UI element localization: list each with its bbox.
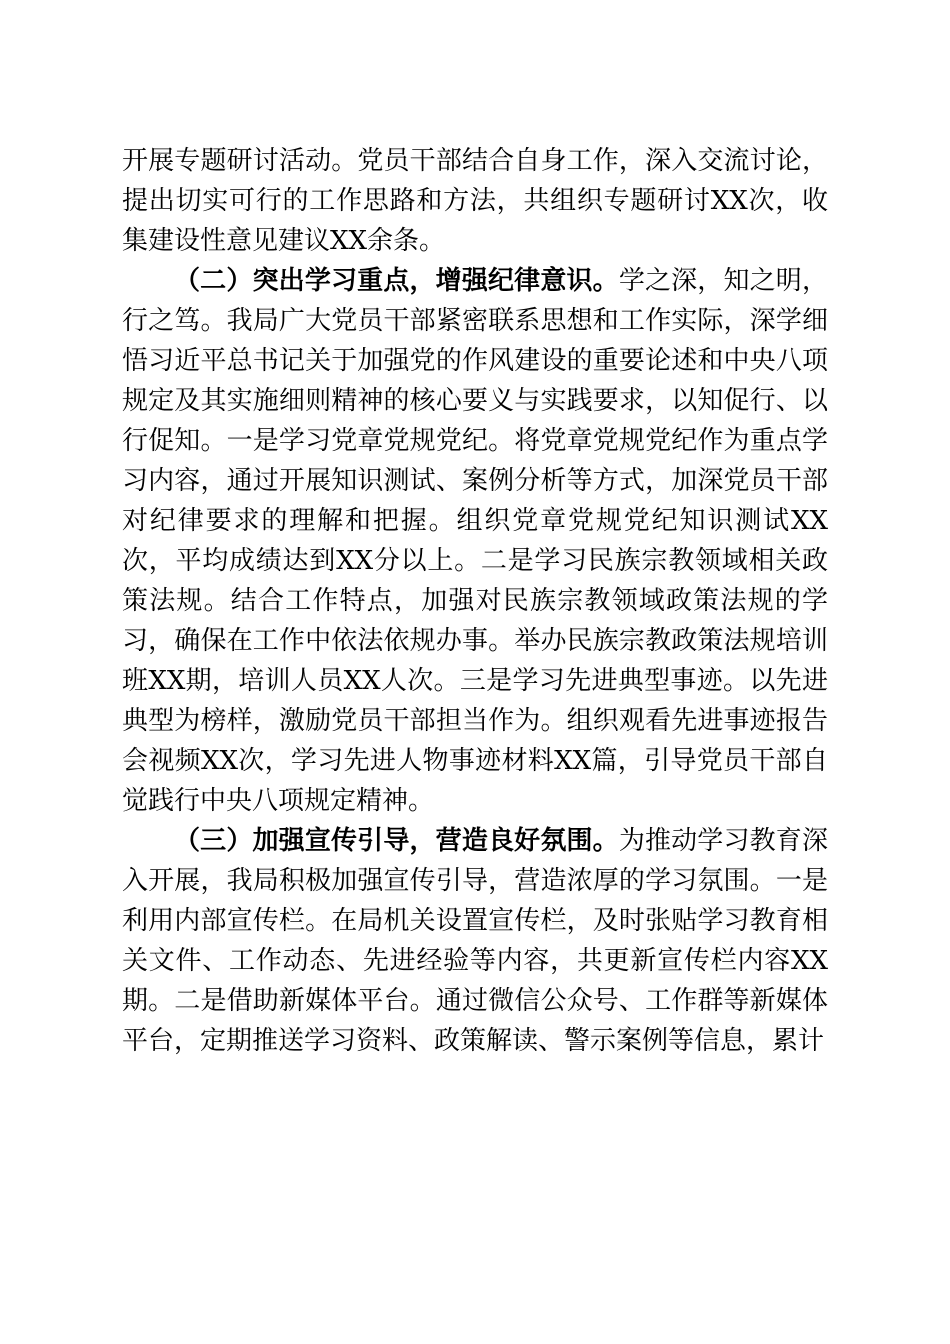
paragraph-text: 开展专题研讨活动。党员干部结合自身工作，深入交流讨论，提出切实可行的工作思路和方法，共组织专题研讨XX次，收集建设性意见建议XX余条。 [122,146,828,256]
paragraph-text: 学之深，知之明，行之笃。我局广大党员干部紧密联系思想和工作实际，深学细悟习近平总书记关于加强党的作风建设的重要论述和中央八项规定及其实施细则精神的核心要义与实践要求，以知促行、以行促知。一是学习党章党规党纪。将党章党规党纪作为重点学习内容，通过开展知识测试、案例分析等方式，加深党员干部对纪律要求的理解和把握。组织党章党规党纪知识测试XX次，平均成绩达到XX分以上。二是学习民族宗教领域相关政策法规。结合工作特点，加强对民族宗教领域政策法规的学习，确保在工作中依法依规办事。举办民族宗教政策法规培训班XX期，培训人员XX人次。三是学习先进典型事迹。以先进典型为榜样，激励党员干部担当作为。组织观看先进事迹报告会视频XX次，学习先进人物事迹材料XX篇，引导党员干部自觉践行中央八项规定精神。 [122,266,828,816]
paragraph-text: 为推动学习教育深入开展，我局积极加强宣传引导，营造浓厚的学习氛围。一是利用内部宣传栏。在局机关设置宣传栏，及时张贴学习教育相关文件、工作动态、先进经验等内容，共更新宣传栏内容XX期。二是借助新媒体平台。通过微信公众号、工作群等新媒体平台，定期推送学习资料、政策解读、警示案例等信息，累计 [122,826,828,1056]
paragraph-section-two [122,261,828,821]
section-heading-two: （二）突出学习重点，增强纪律意识。 [174,266,619,296]
paragraph-section-three [122,821,828,1061]
paragraph-continued [122,141,828,261]
document-body [122,141,828,1061]
section-heading-three: （三）加强宣传引导，营造良好氛围。 [174,826,619,856]
